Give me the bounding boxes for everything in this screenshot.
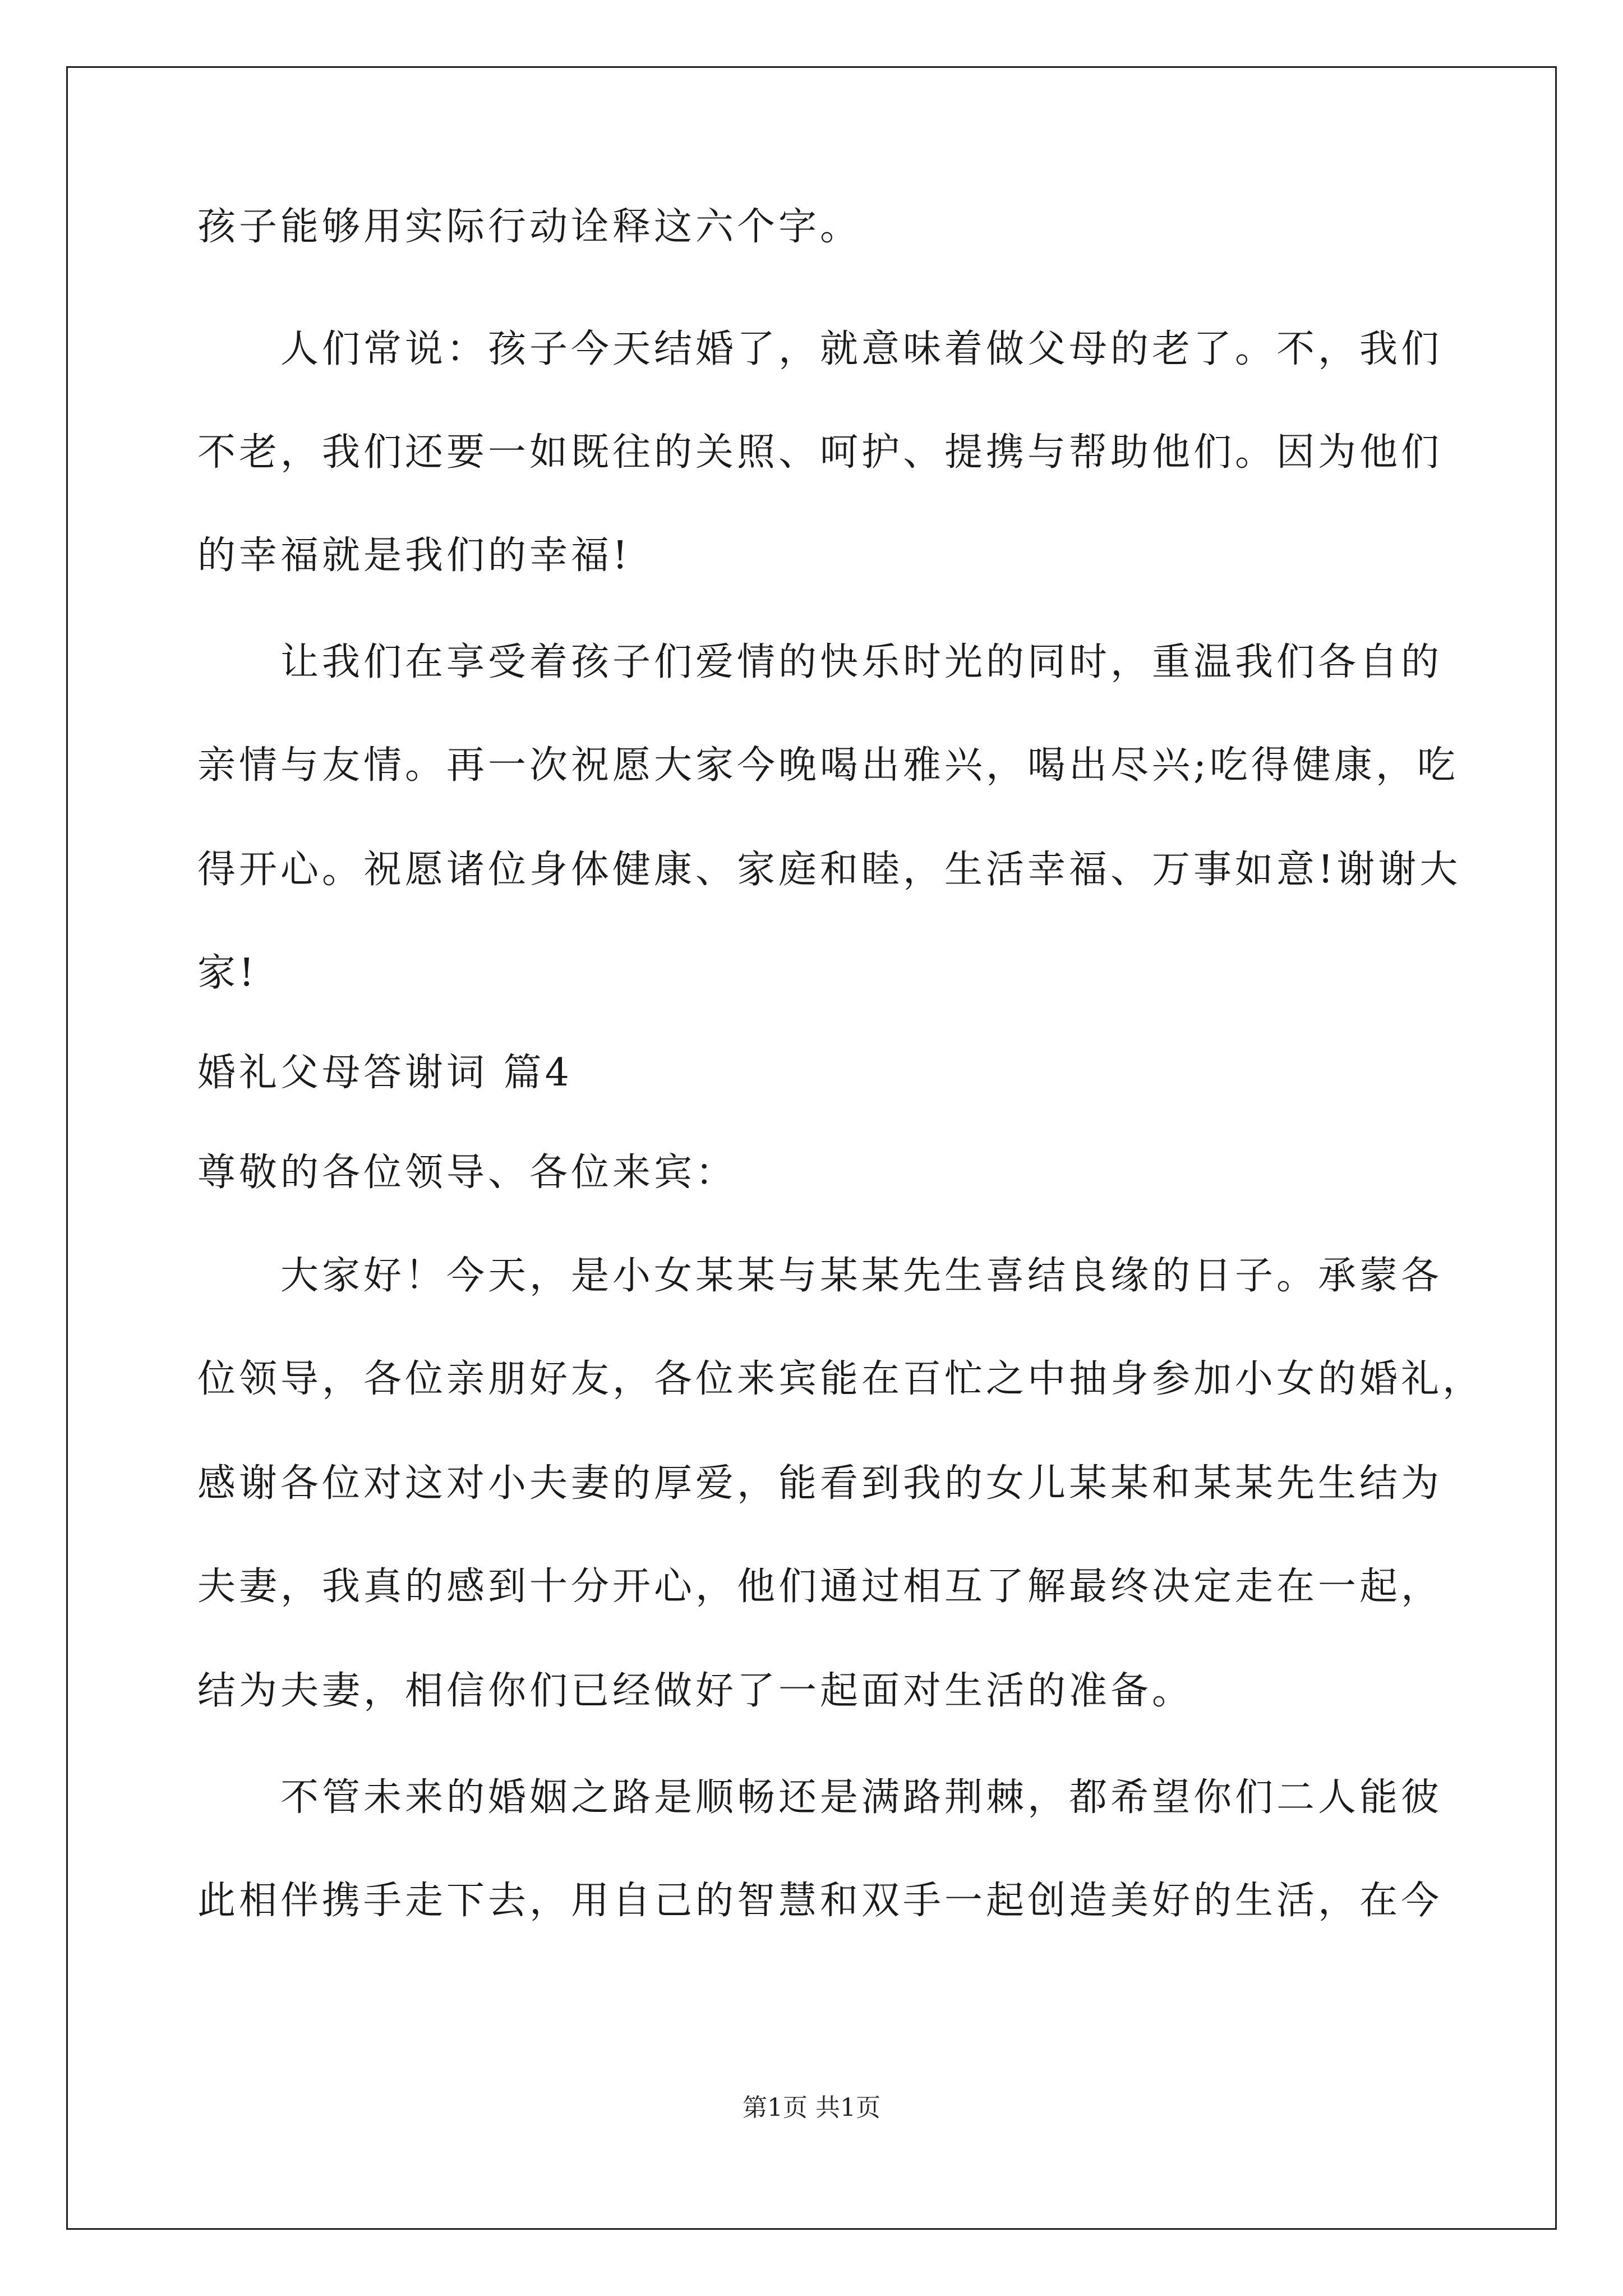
page-footer: 第1页 共1页 [743,2093,880,2122]
text-line: 夫妻，我真的感到十分开心，他们通过相互了解最终决定走在一起， [197,1565,1443,1609]
paragraph-first-line: 不管未来的婚姻之路是顺畅还是满路荆棘，都希望你们二人能彼 [280,1775,1443,1820]
salutation: 尊敬的各位领导、各位来宾： [197,1151,737,1195]
text-line: 得开心。祝愿诸位身体健康、家庭和睦，生活幸福、万事如意!谢谢大 [197,848,1461,892]
text-line: 此相伴携手走下去，用自己的智慧和双手一起创造美好的生活，在今 [197,1879,1443,1923]
text-line: 结为夫妻，相信你们已经做好了一起面对生活的准备。 [197,1669,1194,1713]
text-line: 亲情与友情。再一次祝愿大家今晚喝出雅兴，喝出尽兴;吃得健康，吃 [197,743,1459,788]
paragraph-first-line: 让我们在享受着孩子们爱情的快乐时光的同时，重温我们各自的 [280,640,1443,684]
paragraph-first-line: 大家好！今天，是小女某某与某某先生喜结良缘的日子。承蒙各 [280,1254,1443,1298]
text-line: 孩子能够用实际行动诠释这六个字。 [197,205,862,249]
text-line: 不老，我们还要一如既往的关照、呵护、提携与帮助他们。因为他们 [197,430,1443,475]
text-line: 家! [197,951,258,995]
section-heading: 婚礼父母答谢词 篇4 [197,1051,573,1095]
text-line: 的幸福就是我们的幸福! [197,533,631,578]
text-line: 位领导，各位亲朋好友，各位来宾能在百忙之中抽身参加小女的婚礼， [197,1357,1484,1401]
paragraph-first-line: 人们常说：孩子今天结婚了，就意味着做父母的老了。不，我们 [280,327,1443,371]
text-line: 感谢各位对这对小夫妻的厚爱，能看到我的女儿某某和某某先生结为 [197,1461,1443,1506]
